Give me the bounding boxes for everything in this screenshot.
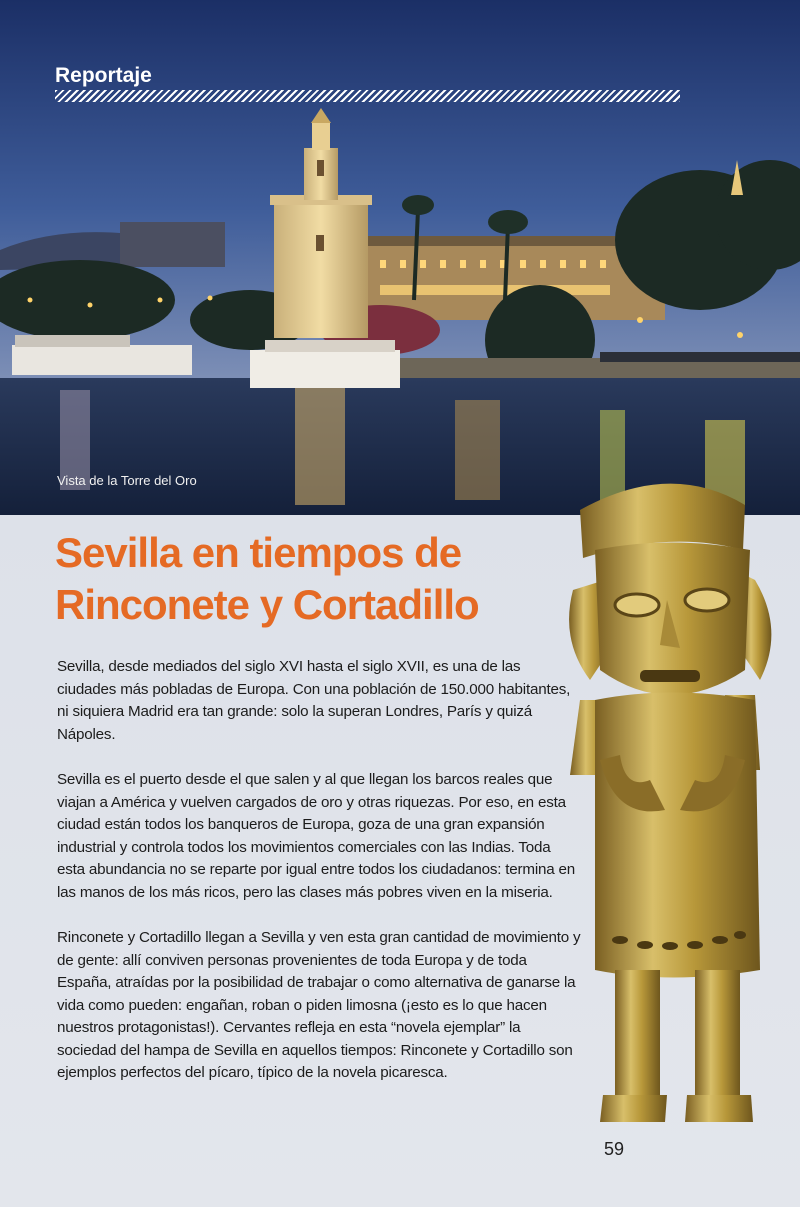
article-body — [57, 656, 582, 1108]
article-title — [55, 527, 479, 631]
title-line-2: Rinconete y Cortadillo — [55, 581, 479, 628]
paragraph-2: Sevilla es el puerto desde el que salen y al que llegan los barcos reales que viajan a América y vuelven cargados de oro y otras riquezas. Por eso, en esta ciudad están todos los banqueros de Europa, goza de una gran expansión industrial y controla todos los movimientos comerciales con las Indias. Toda esta abundancia no se reparte por igual entre todos los ciudadanos: termina en las manos de los más ricos, pero las clases más pobres viven en la miseria. — [57, 771, 576, 901]
section-label: Reportaje — [55, 64, 152, 87]
title-line-1: Sevilla en tiempos de — [55, 529, 462, 576]
gold-figurine-image — [555, 470, 790, 1130]
page-number: 59 — [604, 1139, 625, 1159]
paragraph-3: Rinconete y Cortadillo llegan a Sevilla y ven esta gran cantidad de movimiento y de gente: allí conviven personas provenientes de toda Europa y de toda España, atraídas por la posibilidad de trabajar o como alternativa de ganarse la vida como pueden: engañan, roban o piden limosna (¡esto es lo que hacen nuestros protagonistas!). Cervantes refleja en esta “novela ejemplar” la sociedad del hampa de Sevilla en aquellos tiempos: Rinconete y Cortadillo son ejemplos perfectos del pícaro, típico de la novela picaresca. — [57, 929, 581, 1081]
photo-caption: Vista de la Torre del Oro — [57, 473, 197, 488]
paragraph-1: Sevilla, desde mediados del siglo XVI hasta el siglo XVII, es una de las ciudades más pobladas de Europa. Con una población de 150.000 habitantes, ni siquiera Madrid era tan grande: solo la superan Londres, París y quizá Nápoles. — [57, 658, 571, 743]
section-stripe — [55, 90, 680, 102]
